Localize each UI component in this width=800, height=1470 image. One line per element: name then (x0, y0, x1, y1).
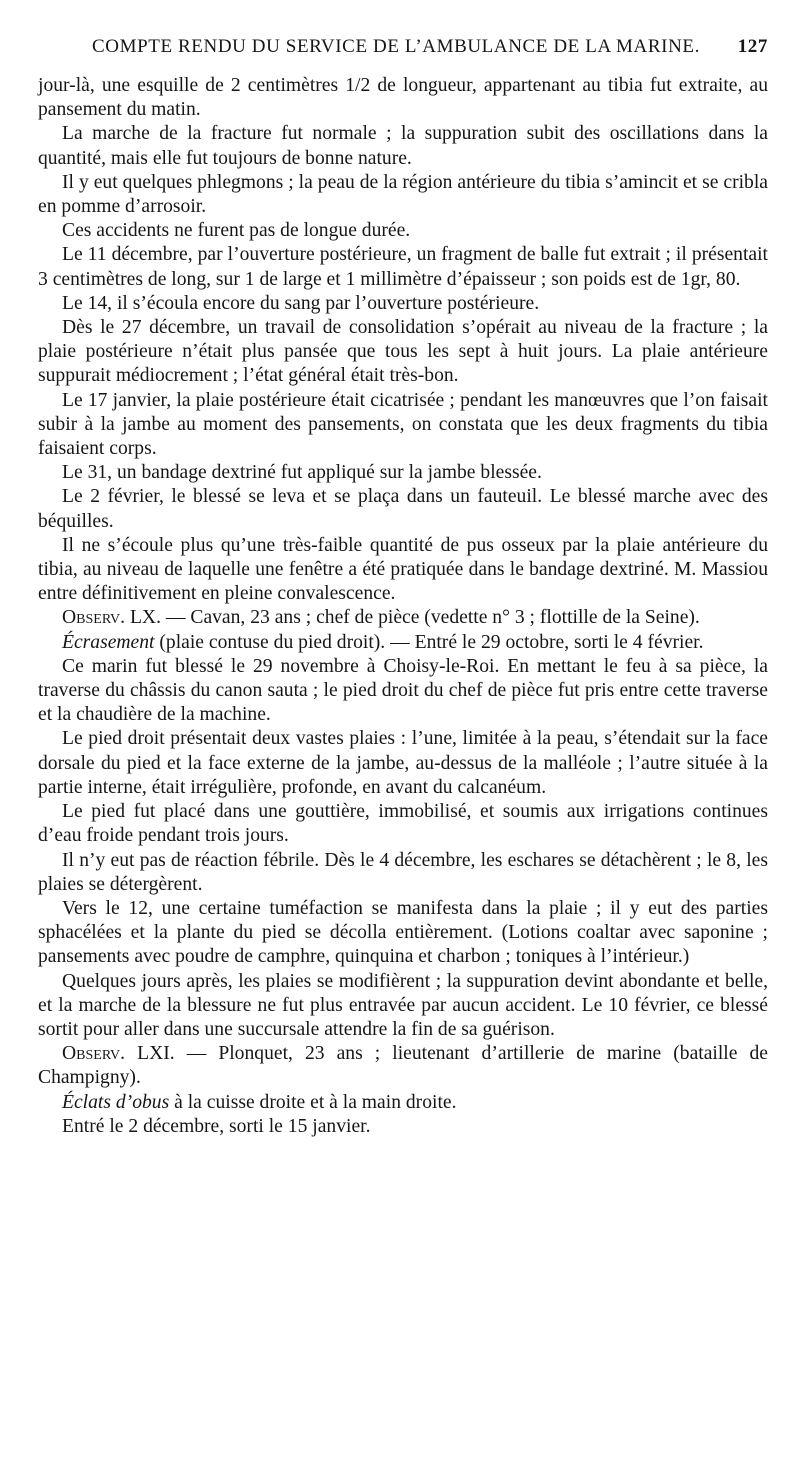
paragraph: Le 31, un bandage dextriné fut appliqué sur la jambe blessée. (62, 462, 542, 484)
header-title: COMPTE RENDU DU SERVICE DE L’AMBULANCE DE LA MARINE. (92, 36, 700, 57)
running-header (38, 36, 768, 66)
paragraph: Le 11 décembre, par l’ouverture postérieure, un fragment de balle fut extrait ; il présentait 3 centimètres de long, sur 1 de large et 1 millimètre d’épaisseur ; son poids est de 1gr, 80. (38, 244, 768, 290)
page-number: 127 (737, 36, 768, 57)
paragraph: Ces accidents ne furent pas de longue durée. (62, 220, 411, 242)
paragraph: Le 17 janvier, la plaie postérieure était cicatrisée ; pendant les manœuvres que l’on faisait subir à la jambe au moment des pansements, on constata que les deux fragments du tibia faisaient corps. (38, 389, 768, 460)
paragraph: Il y eut quelques phlegmons ; la peau de la région antérieure du tibia s’amincit et se cribla en pomme d’arrosoir. (38, 171, 768, 218)
paragraph: Le 14, il s’écoula encore du sang par l’ouverture postérieure. (62, 292, 540, 314)
case-summary: Éclats d’obus à la cuisse droite et à la main droite. (62, 1091, 457, 1113)
body-text (38, 74, 768, 1139)
document-page (38, 36, 768, 1139)
paragraph: Entré le 2 décembre, sorti le 15 janvier. (62, 1115, 371, 1137)
observation-heading: Observ. LX. — Cavan, 23 ans ; chef de pièce (vedette n° 3 ; flottille de la Seine). (62, 607, 700, 629)
paragraph: Vers le 12, une certaine tuméfaction se manifesta dans la plaie ; il y eut des parties sphacélées et la plante du pied se décolla entièrement. (Lotions coaltar avec saponine ; pansements avec poudre de camphre, quinquina et charbon ; toniques à l’intérieur.) (38, 897, 768, 968)
case-diagnosis: Écrasement (62, 631, 155, 653)
observation-heading: Observ. LXI. — Plonquet, 23 ans ; lieutenant d’artillerie de marine (bataille de Champigny). (38, 1043, 768, 1089)
paragraph: Ce marin fut blessé le 29 novembre à Choisy-le-Roi. En mettant le feu à sa pièce, la traverse du châssis du canon sauta ; le pied droit du chef de pièce fut pris entre cette traverse et la chaudière de la machine. (38, 655, 768, 726)
case-summary: Écrasement (plaie contuse du pied droit). — Entré le 29 octobre, sorti le 4 février. (62, 631, 704, 653)
paragraph: Il n’y eut pas de réaction fébrile. Dès le 4 décembre, les eschares se détachèrent ; le 8, les plaies se détergèrent. (38, 849, 768, 895)
paragraph: Le pied fut placé dans une gouttière, immobilisé, et soumis aux irrigations continues d’eau froide pendant trois jours. (38, 801, 768, 847)
paragraph: Dès le 27 décembre, un travail de consolidation s’opérait au niveau de la fracture ; la plaie postérieure n’était plus pansée que tous les sept à huit jours. La plaie antérieure suppurait médiocrement ; l’état général était très-bon. (38, 317, 768, 387)
observation-label: Observ. (62, 1043, 126, 1065)
paragraph: Le pied droit présentait deux vastes plaies : l’une, limitée à la peau, s’étendait sur la face dorsale du pied et la face externe de la jambe, au-dessus de la malléole ; l’autre située à la partie interne, était irrégulière, profonde, en avant du calcanéum. (38, 728, 768, 798)
paragraph: Le 2 février, le blessé se leva et se plaça dans un fauteuil. Le blessé marche avec des béquilles. (38, 486, 768, 532)
paragraph: jour-là, une esquille de 2 centimètres 1/2 de longueur, appartenant au tibia fut extraite, au pansement du matin. (38, 75, 768, 121)
case-diagnosis: Éclats d’obus (62, 1091, 170, 1113)
paragraph: La marche de la fracture fut normale ; la suppuration subit des oscillations dans la quantité, mais elle fut toujours de bonne nature. (38, 123, 768, 169)
paragraph: Quelques jours après, les plaies se modifièrent ; la suppuration devint abondante et belle, et la marche de la blessure ne fut plus entravée par aucun accident. Le 10 février, ce blessé sortit pour aller dans une succursale attendre la fin de sa guérison. (38, 970, 768, 1040)
observation-label: Observ. (62, 607, 126, 629)
paragraph: Il ne s’écoule plus qu’une très-faible quantité de pus osseux par la plaie antérieure du tibia, au niveau de laquelle une fenêtre a été pratiquée dans le bandage dextriné. M. Massiou entre définitivement en pleine convalescence. (38, 534, 768, 605)
